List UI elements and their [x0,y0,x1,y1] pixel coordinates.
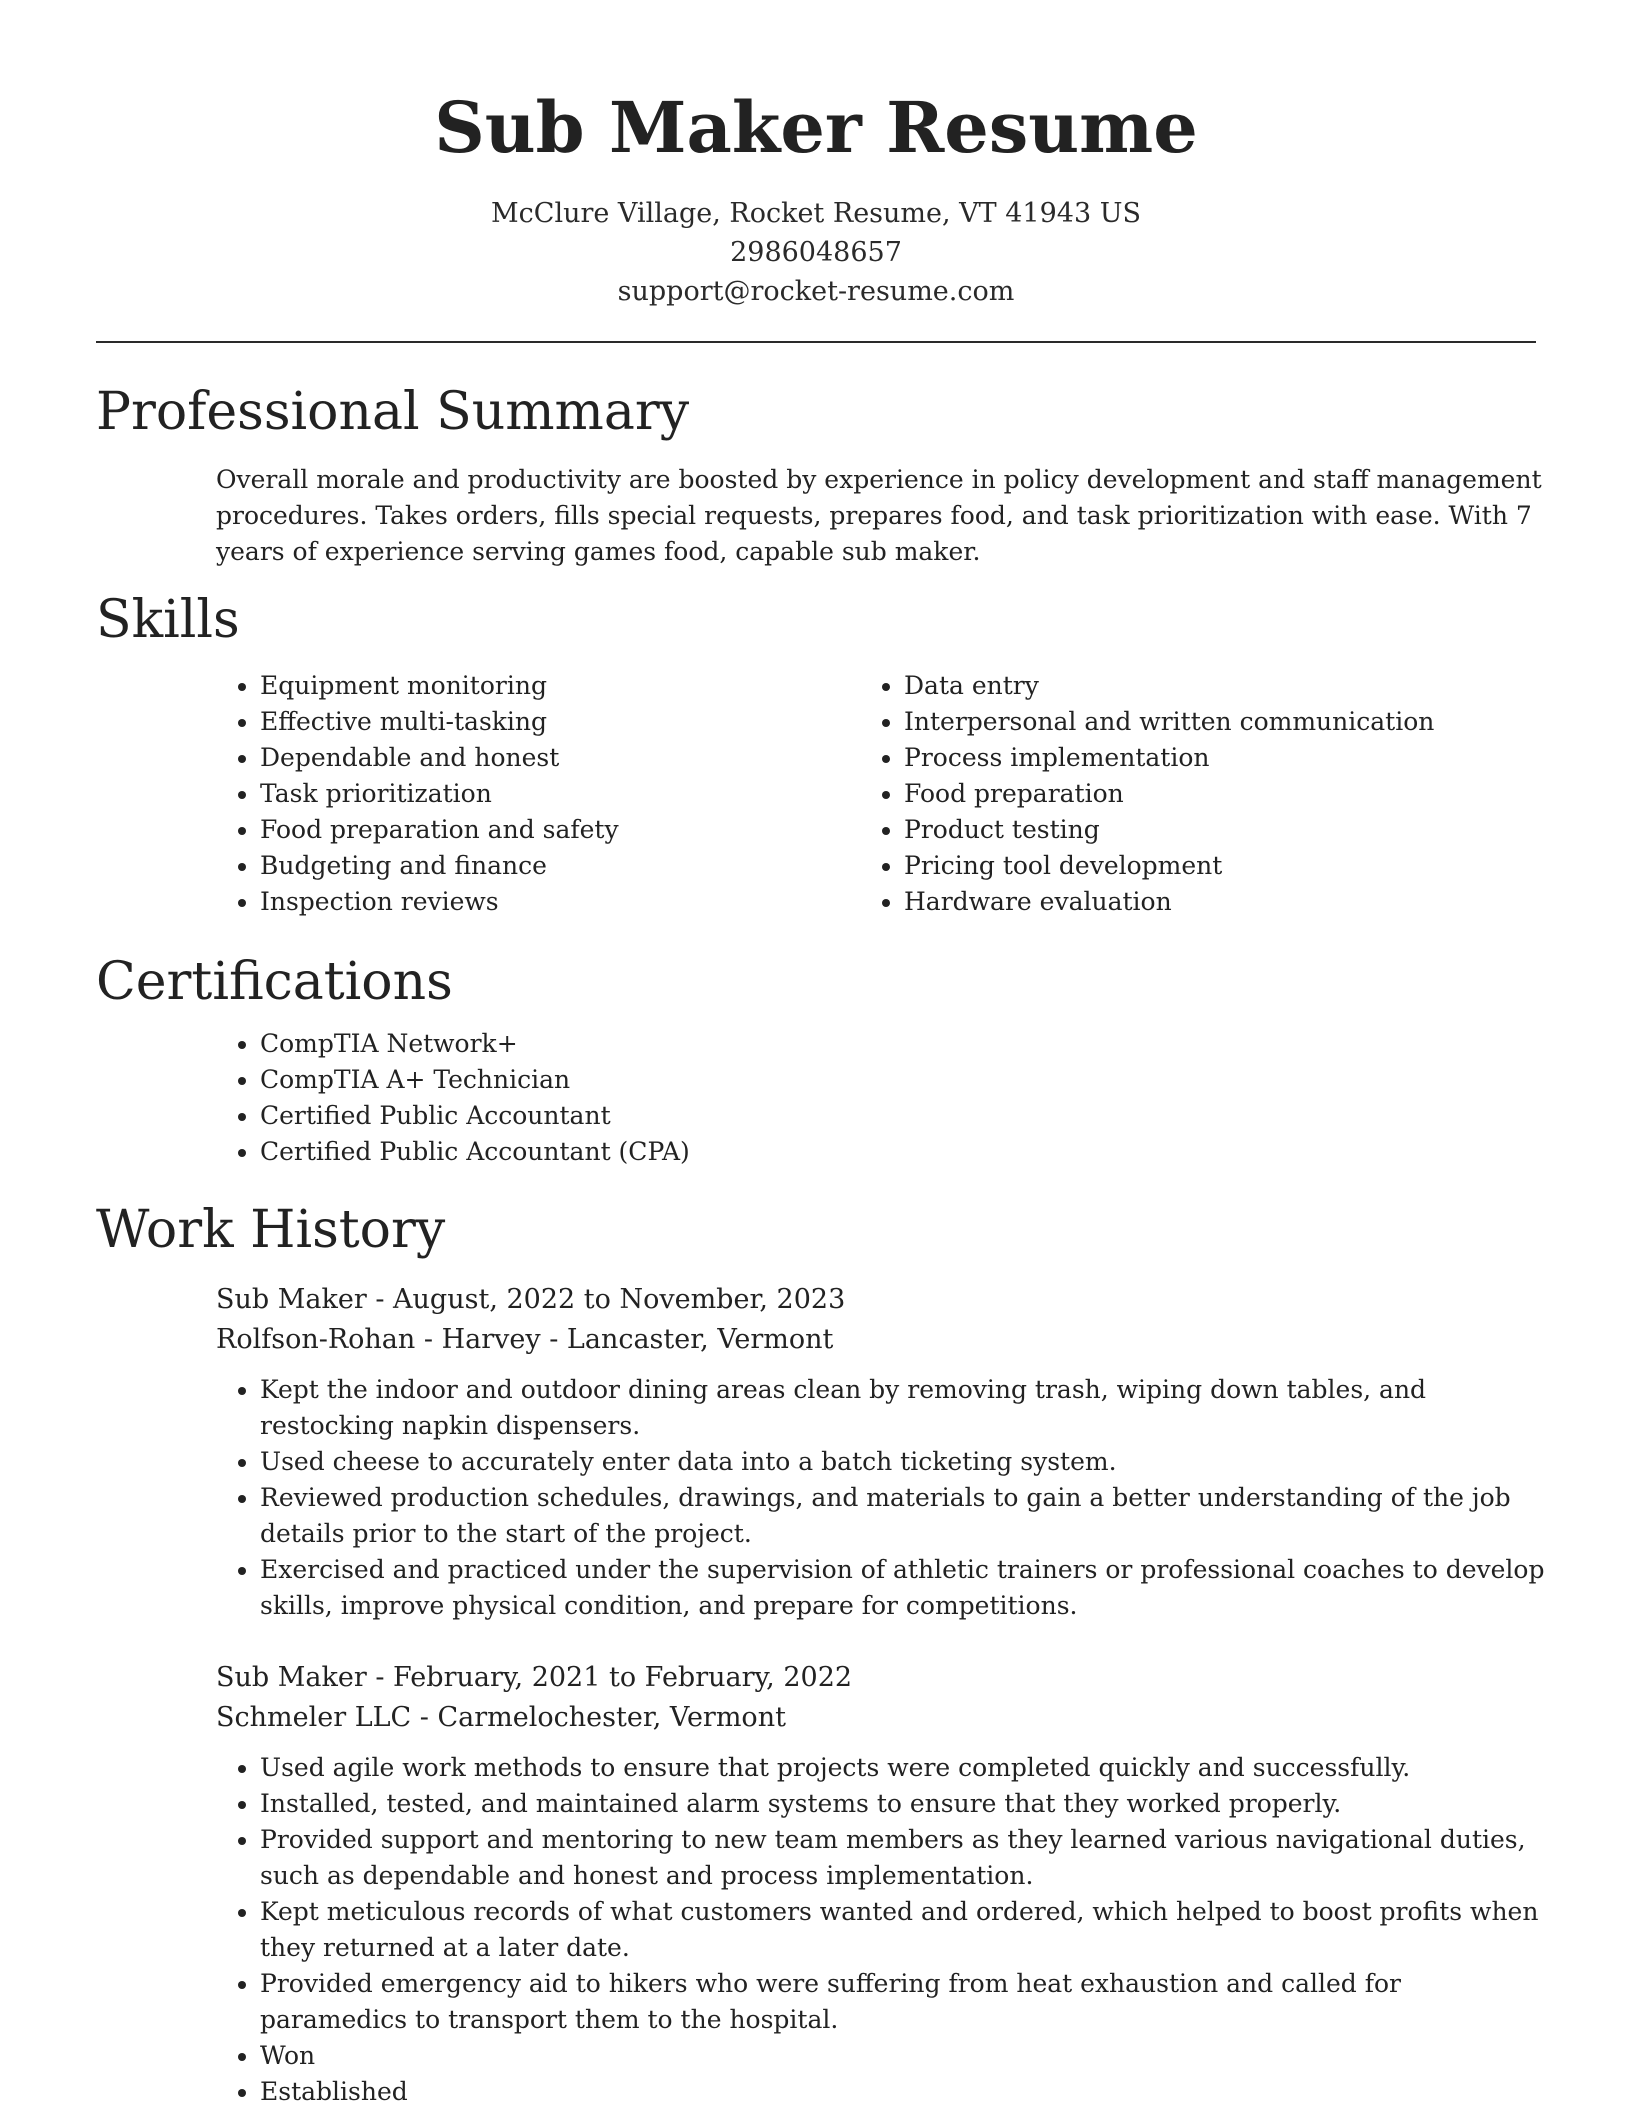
job-role: Sub Maker [216,1284,367,1315]
job-bullet-list [216,1372,1546,1624]
job-dates: February, 2021 to February, 2022 [393,1662,853,1693]
skill-item: • Effective multi-tasking [260,704,860,740]
job-location: Lancaster, Vermont [566,1324,834,1355]
job-bullet: • Established [260,2074,1546,2110]
certification-item: • CompTIA Network+ [260,1026,1260,1062]
job-company: Rolfson-Rohan - Harvey [216,1324,541,1355]
skill-item: • Interpersonal and written communication [904,704,1584,740]
job-bullet: • Provided support and mentoring to new team members as they learned various navigational duties, such as dependable and honest and process implementation. [260,1822,1546,1894]
skills-list-left [216,668,860,920]
job-dates: August, 2022 to November, 2023 [393,1284,846,1315]
skill-item: • Food preparation and safety [260,812,860,848]
summary-heading: Professional Summary [96,382,690,442]
job-location: Carmelochester, Vermont [437,1702,786,1733]
job-bullet: • Kept meticulous records of what customers wanted and ordered, which helped to boost profits when they returned at a later date. [260,1894,1546,1966]
resume-name: Sub Maker Resume [434,86,1198,169]
certification-item: • Certified Public Accountant (CPA) [260,1134,1260,1170]
skill-item: • Dependable and honest [260,740,860,776]
resume-header [0,80,1632,311]
job-role: Sub Maker [216,1662,367,1693]
job-bullet-list [216,1750,1546,2110]
job-bullet: • Won [260,2038,1546,2074]
certifications-list [216,1026,1260,1170]
skill-item: • Hardware evaluation [904,884,1584,920]
skill-item: • Inspection reviews [260,884,860,920]
work-history-heading: Work History [96,1200,446,1260]
job-entry [216,1280,1546,1624]
job-bullet: • Used cheese to accurately enter data into a batch ticketing system. [260,1444,1546,1480]
skill-item: • Budgeting and finance [260,848,860,884]
job-bullet: • Exercised and practiced under the supervision of athletic trainers or professional coaches to develop skills, improve physical condition, and prepare for competitions. [260,1552,1546,1624]
skill-item: • Food preparation [904,776,1584,812]
job-company-line: Schmeler LLC - Carmelochester, Vermont [216,1702,786,1733]
skill-item: • Process implementation [904,740,1584,776]
skills-list-right [860,668,1584,920]
skill-item: • Product testing [904,812,1584,848]
skills-heading: Skills [96,590,240,650]
contact-phone: 2986048657 [730,237,902,268]
certification-item: • Certified Public Accountant [260,1098,1260,1134]
job-company: Schmeler LLC [216,1702,412,1733]
job-bullet: • Provided emergency aid to hikers who were suffering from heat exhaustion and called for paramedics to transport them to the hospital. [260,1966,1546,2038]
header-divider [96,341,1536,343]
job-bullet: • Used agile work methods to ensure that projects were completed quickly and successfully. [260,1750,1546,1786]
job-title-line: Sub Maker - August, 2022 to November, 2023 [216,1284,846,1315]
certifications-heading: Certifications [96,952,453,1012]
job-bullet: • Installed, tested, and maintained alarm systems to ensure that they worked properly. [260,1786,1546,1822]
job-company-line: Rolfson-Rohan - Harvey - Lancaster, Vermont [216,1324,834,1355]
job-bullet: • Reviewed production schedules, drawings, and materials to gain a better understanding of the job details prior to the start of the project. [260,1480,1546,1552]
skill-item: • Equipment monitoring [260,668,860,704]
skill-item: • Pricing tool development [904,848,1584,884]
contact-address: McClure Village, Rocket Resume, VT 41943 US [491,198,1141,229]
job-title-line: Sub Maker - February, 2021 to February, 2022 [216,1662,853,1693]
summary-text: Overall morale and productivity are boosted by experience in policy development and staff management procedures. Takes orders, fills special requests, prepares food, and task prioritization with ease. With 7 years of experience serving games food, capable sub maker. [216,465,1542,566]
skill-item: • Task prioritization [260,776,860,812]
job-bullet: • Kept the indoor and outdoor dining areas clean by removing trash, wiping down tables, and restocking napkin dispensers. [260,1372,1546,1444]
certification-item: • CompTIA A+ Technician [260,1062,1260,1098]
contact-email: support@rocket-resume.com [617,276,1015,307]
job-entry [216,1658,1546,2110]
skill-item: • Data entry [904,668,1584,704]
